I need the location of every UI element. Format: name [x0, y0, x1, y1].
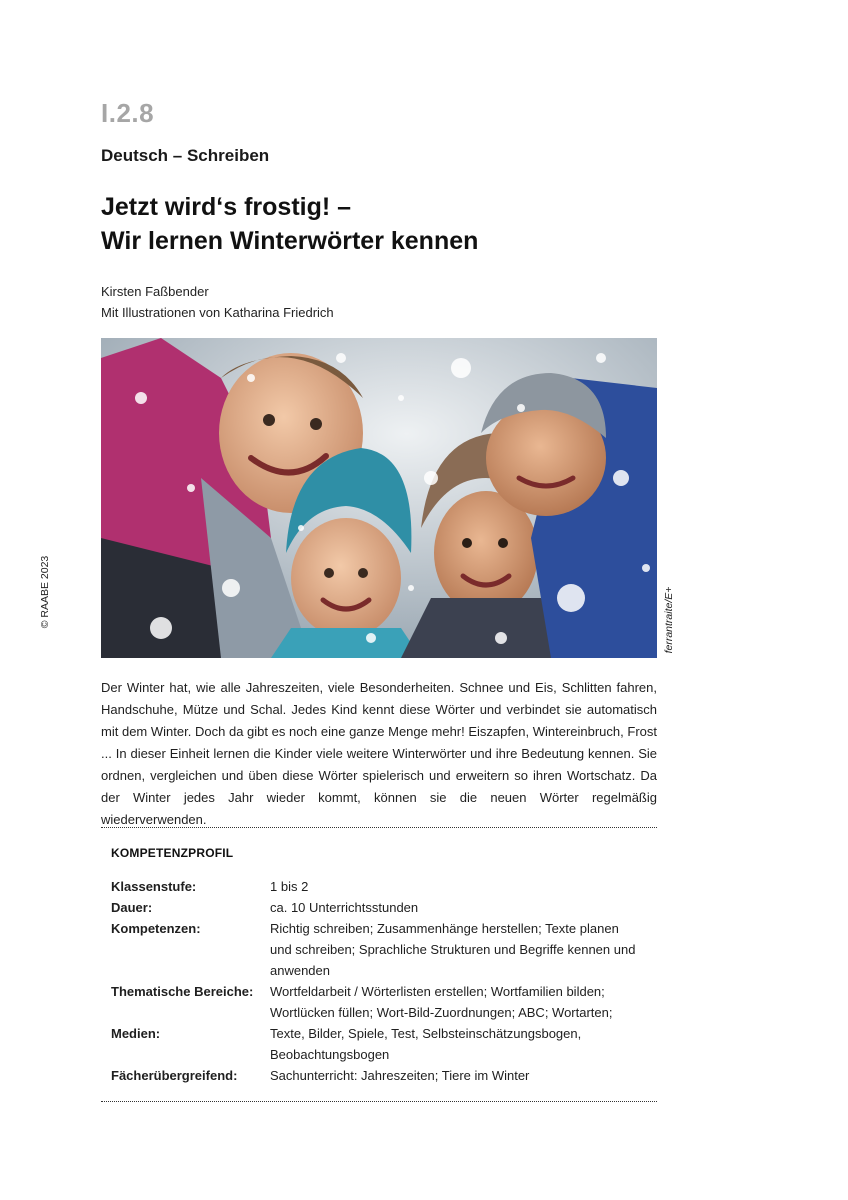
kp-row-thematische-bereiche	[111, 981, 641, 1023]
kp-value: 1 bis 2	[270, 879, 309, 894]
kp-value: ca. 10 Unterrichtsstunden	[270, 900, 419, 915]
kp-label: Kompetenzen:	[111, 921, 201, 936]
intro-paragraph: Der Winter hat, wie alle Jahreszeiten, viele Besonderheiten. Schnee und Eis, Schlitten fahren, Handschuhe, Mütze und Schal. Jedes Kind kennt diese Wörter und verbindet sie automatisch mit dem Winter. Doch da gibt es noch eine ganze Menge mehr! Eiszapfen, Wintereinbruch, Frost ... In dieser Einheit lernen die Kinder viele weitere Winterwörter und ihre Bedeutung kennen. Sie ordnen, vergleichen und üben diese Wörter spielerisch und erweitern so ihren Wortschatz. Da der Winter jedes Jahr wieder kommt, können sie die neuen Wörter regelmäßig wiederverwenden.	[101, 680, 657, 827]
kp-label: Fächerübergreifend:	[111, 1068, 238, 1083]
kp-value: Richtig schreiben; Zusammenhänge herstellen; Texte planen und schreiben; Sprachliche Strukturen und Begriffe kennen und anwenden	[270, 921, 636, 978]
kp-label: Thematische Bereiche:	[111, 984, 254, 999]
kp-row-medien	[111, 1023, 641, 1065]
copyright-notice: © RAABE 2023	[39, 555, 51, 629]
kp-row-faecheruebergreifend	[111, 1065, 641, 1086]
page-title	[101, 190, 478, 258]
author-block	[101, 281, 334, 323]
subject-heading: Deutsch – Schreiben	[101, 146, 270, 165]
kp-row-klassenstufe	[111, 876, 641, 897]
title-line-1: Jetzt wird‘s frostig! –	[101, 193, 352, 221]
kp-value: Wortfeldarbeit / Wörterlisten erstellen; Wortfamilien bilden; Wortlücken füllen; Wort-Bild-Zuordnungen; ABC; Wortarten;	[270, 984, 613, 1020]
kp-row-kompetenzen	[111, 918, 641, 981]
cover-photo	[101, 338, 657, 658]
kp-row-dauer	[111, 897, 641, 918]
author-name: Kirsten Faßbender	[101, 284, 209, 299]
kp-label: Klassenstufe:	[111, 879, 197, 894]
kp-label: Medien:	[111, 1026, 161, 1041]
kp-value: Texte, Bilder, Spiele, Test, Selbsteinschätzungsbogen, Beobachtungsbogen	[270, 1026, 582, 1062]
dotted-divider-top	[101, 827, 657, 828]
section-number: I.2.8	[101, 98, 155, 128]
kp-value: Sachunterricht: Jahreszeiten; Tiere im Winter	[270, 1068, 530, 1083]
kp-label: Dauer:	[111, 900, 153, 915]
illustrator-credit: Mit Illustrationen von Katharina Friedrich	[101, 305, 334, 320]
kompetenzprofil-heading: KOMPETENZPROFIL	[111, 846, 234, 860]
photo-credit: ferrantraite/E+	[663, 586, 675, 654]
kompetenzprofil-table	[111, 876, 641, 1086]
title-line-2: Wir lernen Winterwörter kennen	[101, 227, 479, 255]
dotted-divider-bottom	[101, 1101, 657, 1102]
